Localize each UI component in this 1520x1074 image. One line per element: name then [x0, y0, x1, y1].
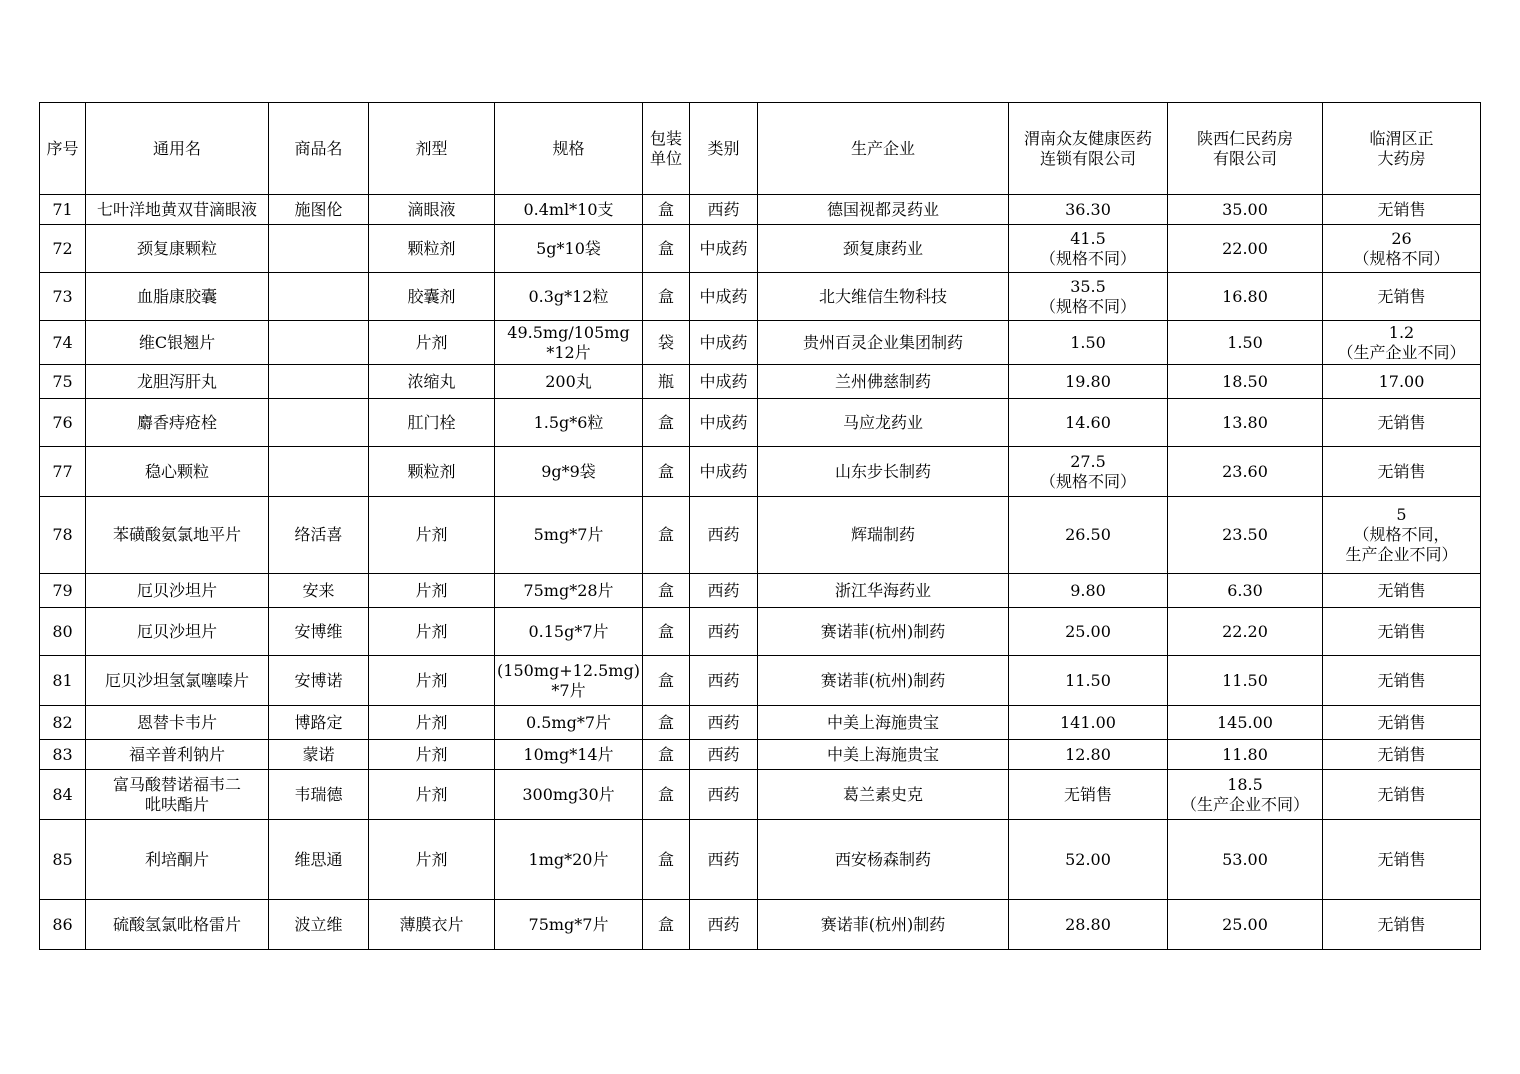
- cell-price-zhongyou: 27.5 （规格不同）: [1009, 447, 1168, 497]
- cell-manufacturer: 山东步长制药: [758, 447, 1009, 497]
- table-row: [40, 900, 1481, 950]
- cell-dosage-form: 薄膜衣片: [369, 900, 495, 950]
- cell-seq: 74: [40, 321, 86, 365]
- table-row: [40, 225, 1481, 273]
- cell-price-renmin: 11.80: [1168, 740, 1323, 770]
- cell-price-renmin: 6.30: [1168, 574, 1323, 608]
- cell-price-renmin: 53.00: [1168, 820, 1323, 900]
- cell-price-renmin: 22.00: [1168, 225, 1323, 273]
- cell-brand-name: 施图伦: [269, 195, 369, 225]
- cell-seq: 78: [40, 497, 86, 574]
- table-row: [40, 497, 1481, 574]
- cell-generic-name: 维C银翘片: [86, 321, 269, 365]
- cell-brand-name: 络活喜: [269, 497, 369, 574]
- cell-brand-name: [269, 365, 369, 399]
- cell-generic-name: 硫酸氢氯吡格雷片: [86, 900, 269, 950]
- cell-generic-name: 龙胆泻肝丸: [86, 365, 269, 399]
- cell-dosage-form: 片剂: [369, 321, 495, 365]
- cell-category: 西药: [690, 820, 758, 900]
- cell-category: 西药: [690, 608, 758, 656]
- cell-seq: 80: [40, 608, 86, 656]
- cell-seq: 83: [40, 740, 86, 770]
- cell-manufacturer: 中美上海施贵宝: [758, 740, 1009, 770]
- cell-brand-name: 安来: [269, 574, 369, 608]
- cell-seq: 86: [40, 900, 86, 950]
- cell-generic-name: [86, 195, 269, 225]
- cell-price-zhengda: 无销售: [1323, 608, 1481, 656]
- cell-category: 西药: [690, 740, 758, 770]
- cell-generic-name: 厄贝沙坦片: [86, 574, 269, 608]
- cell-spec: 9g*9袋: [495, 447, 643, 497]
- cell-spec: 1.5g*6粒: [495, 399, 643, 447]
- cell-dosage-form: 片剂: [369, 706, 495, 740]
- cell-package-unit: 盒: [643, 706, 690, 740]
- cell-category: 中成药: [690, 273, 758, 321]
- cell-spec: 200丸: [495, 365, 643, 399]
- cell-category: 中成药: [690, 447, 758, 497]
- header-manufacturer: 生产企业: [758, 103, 1009, 195]
- header-seq: 序号: [40, 103, 86, 195]
- cell-seq: 72: [40, 225, 86, 273]
- cell-package-unit: 盒: [643, 399, 690, 447]
- cell-spec: 75mg*28片: [495, 574, 643, 608]
- cell-price-renmin: 13.80: [1168, 399, 1323, 447]
- cell-category: 西药: [690, 770, 758, 820]
- table-row: [40, 656, 1481, 706]
- cell-price-zhongyou: 41.5 （规格不同）: [1009, 225, 1168, 273]
- cell-generic-name: 麝香痔疮栓: [86, 399, 269, 447]
- cell-spec: 0.5mg*7片: [495, 706, 643, 740]
- table-row: [40, 740, 1481, 770]
- cell-category: 西药: [690, 706, 758, 740]
- cell-price-zhongyou: 141.00: [1009, 706, 1168, 740]
- cell-category: 中成药: [690, 321, 758, 365]
- cell-price-zhengda: 无销售: [1323, 574, 1481, 608]
- cell-dosage-form: 浓缩丸: [369, 365, 495, 399]
- cell-manufacturer: 辉瑞制药: [758, 497, 1009, 574]
- header-pharmacy-zhongyou: 渭南众友健康医药 连锁有限公司: [1009, 103, 1168, 195]
- cell-price-zhongyou: 52.00: [1009, 820, 1168, 900]
- cell-dosage-form: 颗粒剂: [369, 447, 495, 497]
- cell-category: 西药: [690, 574, 758, 608]
- cell-brand-name: [269, 273, 369, 321]
- cell-price-zhengda: 5 （规格不同， 生产企业不同）: [1323, 497, 1481, 574]
- cell-brand-name: [269, 447, 369, 497]
- cell-manufacturer: 兰州佛慈制药: [758, 365, 1009, 399]
- cell-price-zhongyou: 26.50: [1009, 497, 1168, 574]
- cell-manufacturer: 德国视都灵药业: [758, 195, 1009, 225]
- cell-manufacturer: 中美上海施贵宝: [758, 706, 1009, 740]
- cell-price-renmin: 1.50: [1168, 321, 1323, 365]
- header-package-unit: 包装 单位: [643, 103, 690, 195]
- cell-price-zhongyou: 9.80: [1009, 574, 1168, 608]
- cell-generic-name: 富马酸替诺福韦二 吡呋酯片: [86, 770, 269, 820]
- cell-generic-name: 血脂康胶囊: [86, 273, 269, 321]
- cell-package-unit: 袋: [643, 321, 690, 365]
- cell-dosage-form: 片剂: [369, 740, 495, 770]
- cell-category: 中成药: [690, 225, 758, 273]
- cell-spec: 1mg*20片: [495, 820, 643, 900]
- cell-dosage-form: 片剂: [369, 770, 495, 820]
- cell-price-zhengda: 17.00: [1323, 365, 1481, 399]
- cell-price-renmin: 23.60: [1168, 447, 1323, 497]
- cell-seq: 81: [40, 656, 86, 706]
- cell-price-zhongyou: 1.50: [1009, 321, 1168, 365]
- cell-manufacturer: 赛诺菲(杭州)制药: [758, 656, 1009, 706]
- cell-seq: 82: [40, 706, 86, 740]
- cell-price-zhengda: 无销售: [1323, 399, 1481, 447]
- cell-manufacturer: 马应龙药业: [758, 399, 1009, 447]
- header-pharmacy-zhengda: 临渭区正 大药房: [1323, 103, 1481, 195]
- cell-spec: 300mg30片: [495, 770, 643, 820]
- cell-brand-name: [269, 399, 369, 447]
- table-row: [40, 399, 1481, 447]
- table-row: [40, 770, 1481, 820]
- table-row: [40, 447, 1481, 497]
- header-pharmacy-renmin: 陕西仁民药房 有限公司: [1168, 103, 1323, 195]
- cell-text-clipped: 七叶洋地黄双苷滴眼液: [96, 199, 257, 219]
- cell-price-renmin: 18.5 （生产企业不同）: [1168, 770, 1323, 820]
- cell-package-unit: 盒: [643, 770, 690, 820]
- cell-generic-name: 稳心颗粒: [86, 447, 269, 497]
- cell-price-renmin: 11.50: [1168, 656, 1323, 706]
- cell-generic-name: 厄贝沙坦氢氯噻嗪片: [86, 656, 269, 706]
- cell-price-zhengda: 无销售: [1323, 770, 1481, 820]
- cell-price-zhengda: 无销售: [1323, 273, 1481, 321]
- cell-dosage-form: 胶囊剂: [369, 273, 495, 321]
- table-body: [40, 195, 1481, 950]
- header-brand-name: 商品名: [269, 103, 369, 195]
- cell-price-zhengda: 无销售: [1323, 820, 1481, 900]
- cell-brand-name: 韦瑞德: [269, 770, 369, 820]
- cell-price-renmin: 18.50: [1168, 365, 1323, 399]
- cell-price-zhengda: 26 （规格不同）: [1323, 225, 1481, 273]
- table-row: [40, 608, 1481, 656]
- cell-price-zhengda: 无销售: [1323, 900, 1481, 950]
- cell-brand-name: 蒙诺: [269, 740, 369, 770]
- cell-package-unit: 盒: [643, 497, 690, 574]
- cell-category: 中成药: [690, 399, 758, 447]
- cell-price-renmin: 25.00: [1168, 900, 1323, 950]
- cell-package-unit: 盒: [643, 574, 690, 608]
- cell-price-zhongyou: 14.60: [1009, 399, 1168, 447]
- cell-package-unit: 盒: [643, 820, 690, 900]
- header-category: 类别: [690, 103, 758, 195]
- cell-manufacturer: 北大维信生物科技: [758, 273, 1009, 321]
- cell-category: 中成药: [690, 365, 758, 399]
- cell-manufacturer: 赛诺菲(杭州)制药: [758, 900, 1009, 950]
- cell-seq: 85: [40, 820, 86, 900]
- cell-price-zhengda: 无销售: [1323, 195, 1481, 225]
- cell-manufacturer: 贵州百灵企业集团制药: [758, 321, 1009, 365]
- cell-spec: 0.4ml*10支: [495, 195, 643, 225]
- table-row: [40, 273, 1481, 321]
- cell-seq: 73: [40, 273, 86, 321]
- cell-seq: 84: [40, 770, 86, 820]
- cell-spec: 10mg*14片: [495, 740, 643, 770]
- cell-price-zhongyou: 无销售: [1009, 770, 1168, 820]
- cell-generic-name: 苯磺酸氨氯地平片: [86, 497, 269, 574]
- cell-price-zhongyou: 11.50: [1009, 656, 1168, 706]
- cell-brand-name: 安博维: [269, 608, 369, 656]
- cell-package-unit: 瓶: [643, 365, 690, 399]
- table-row: [40, 574, 1481, 608]
- cell-price-zhongyou: 28.80: [1009, 900, 1168, 950]
- cell-brand-name: 安博诺: [269, 656, 369, 706]
- cell-price-zhengda: 1.2 （生产企业不同）: [1323, 321, 1481, 365]
- header-row: [40, 103, 1481, 195]
- header-spec: 规格: [495, 103, 643, 195]
- cell-price-zhongyou: 12.80: [1009, 740, 1168, 770]
- cell-dosage-form: 片剂: [369, 497, 495, 574]
- cell-package-unit: 盒: [643, 195, 690, 225]
- cell-dosage-form: 片剂: [369, 574, 495, 608]
- cell-price-zhengda: 无销售: [1323, 740, 1481, 770]
- cell-generic-name: 颈复康颗粒: [86, 225, 269, 273]
- cell-manufacturer: 浙江华海药业: [758, 574, 1009, 608]
- header-generic-name: 通用名: [86, 103, 269, 195]
- cell-price-zhongyou: 25.00: [1009, 608, 1168, 656]
- cell-brand-name: 维思通: [269, 820, 369, 900]
- table-row: [40, 365, 1481, 399]
- cell-dosage-form: 肛门栓: [369, 399, 495, 447]
- cell-price-renmin: 35.00: [1168, 195, 1323, 225]
- cell-package-unit: 盒: [643, 900, 690, 950]
- cell-manufacturer: 西安杨森制药: [758, 820, 1009, 900]
- cell-package-unit: 盒: [643, 273, 690, 321]
- cell-category: 西药: [690, 900, 758, 950]
- cell-generic-name: 利培酮片: [86, 820, 269, 900]
- cell-seq: 79: [40, 574, 86, 608]
- cell-spec: 5mg*7片: [495, 497, 643, 574]
- cell-category: 西药: [690, 195, 758, 225]
- cell-dosage-form: 片剂: [369, 656, 495, 706]
- cell-price-renmin: 23.50: [1168, 497, 1323, 574]
- cell-price-zhengda: 无销售: [1323, 706, 1481, 740]
- table-row: [40, 706, 1481, 740]
- cell-package-unit: 盒: [643, 608, 690, 656]
- header-dosage-form: 剂型: [369, 103, 495, 195]
- cell-price-zhongyou: 36.30: [1009, 195, 1168, 225]
- table-row: [40, 195, 1481, 225]
- cell-dosage-form: 片剂: [369, 608, 495, 656]
- cell-package-unit: 盒: [643, 447, 690, 497]
- cell-spec: 49.5mg/105mg *12片: [495, 321, 643, 365]
- cell-package-unit: 盒: [643, 740, 690, 770]
- cell-dosage-form: 颗粒剂: [369, 225, 495, 273]
- cell-seq: 76: [40, 399, 86, 447]
- cell-spec: (150mg+12.5mg) *7片: [495, 656, 643, 706]
- cell-brand-name: 博路定: [269, 706, 369, 740]
- cell-seq: 77: [40, 447, 86, 497]
- cell-spec: 5g*10袋: [495, 225, 643, 273]
- cell-package-unit: 盒: [643, 225, 690, 273]
- cell-generic-name: 福辛普利钠片: [86, 740, 269, 770]
- cell-seq: 75: [40, 365, 86, 399]
- cell-generic-name: 厄贝沙坦片: [86, 608, 269, 656]
- table-row: [40, 820, 1481, 900]
- cell-spec: 0.15g*7片: [495, 608, 643, 656]
- cell-brand-name: [269, 321, 369, 365]
- cell-price-renmin: 16.80: [1168, 273, 1323, 321]
- drug-price-table: [39, 102, 1481, 950]
- cell-manufacturer: 颈复康药业: [758, 225, 1009, 273]
- cell-category: 西药: [690, 497, 758, 574]
- cell-package-unit: 盒: [643, 656, 690, 706]
- cell-price-renmin: 22.20: [1168, 608, 1323, 656]
- table-row: [40, 321, 1481, 365]
- cell-dosage-form: 滴眼液: [369, 195, 495, 225]
- cell-price-zhengda: 无销售: [1323, 656, 1481, 706]
- cell-dosage-form: 片剂: [369, 820, 495, 900]
- cell-price-zhongyou: 35.5 （规格不同）: [1009, 273, 1168, 321]
- cell-manufacturer: 葛兰素史克: [758, 770, 1009, 820]
- cell-spec: 75mg*7片: [495, 900, 643, 950]
- cell-spec: 0.3g*12粒: [495, 273, 643, 321]
- cell-brand-name: [269, 225, 369, 273]
- cell-manufacturer: 赛诺菲(杭州)制药: [758, 608, 1009, 656]
- cell-category: 西药: [690, 656, 758, 706]
- cell-price-zhongyou: 19.80: [1009, 365, 1168, 399]
- cell-brand-name: 波立维: [269, 900, 369, 950]
- cell-generic-name: 恩替卡韦片: [86, 706, 269, 740]
- cell-seq: 71: [40, 195, 86, 225]
- cell-price-renmin: 145.00: [1168, 706, 1323, 740]
- cell-price-zhengda: 无销售: [1323, 447, 1481, 497]
